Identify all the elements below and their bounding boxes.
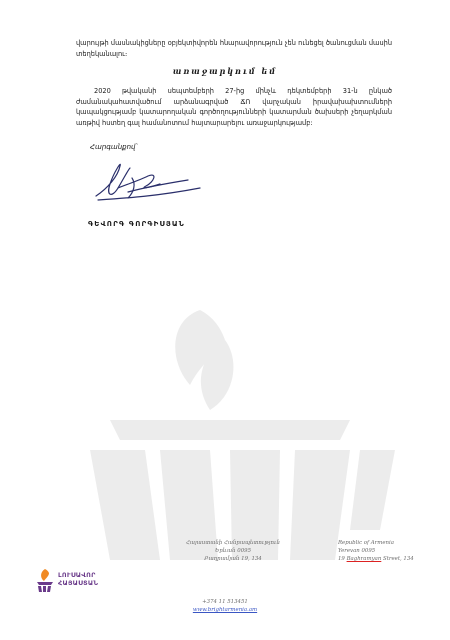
body-paragraph-1: վարույթի մասնակիցները օբյեկտիվորեն հնարավորություն չեն ունեցել ծանուցման մասին տեղեկանալու։ — [76, 39, 392, 58]
footer-contact — [0, 598, 450, 614]
footer-address-armenian — [168, 539, 298, 563]
footer-en-line: Republic of Armenia — [338, 540, 394, 546]
footer-en-street-suffix: Street, 134 — [381, 556, 414, 562]
footer-am-line: Բաղրամյան 19, 134 — [204, 556, 262, 562]
footer-en-street-prefix: 19 — [338, 556, 347, 562]
logo-line-2: ՀԱՅԱՍՏԱՆ — [58, 579, 99, 587]
closing-salutation: Հարգանքով՝ — [90, 143, 138, 151]
footer-address-english — [338, 539, 414, 563]
signer-name: ԳԵՎՈՐԳ ԳՈՐԳԻՍՅԱՆ — [88, 220, 185, 228]
logo — [34, 567, 104, 595]
footer-en-street — [338, 555, 414, 563]
proposal-heading: առաջարկում եմ — [172, 66, 278, 76]
body-paragraph-2: 2020 թվականի սեպտեմբերի 27-ից մինչև դեկտեմբերի 31-ն ընկած ժամանակահատվածում արձանագրված ՃՈ վարչական իրավախախտումների կապակցությամբ կատարողական գործողությունների կատարման ծախսերի չեղարկման առթիվ հստեղ գալ համանոտում հայտարարելու առաջարկությամբ: — [76, 87, 392, 127]
watermark-torch-icon — [50, 300, 410, 560]
torch-logo-icon — [34, 567, 56, 593]
footer-en-street-name: Baghramyan — [346, 556, 382, 562]
footer-en-line: Yerevan 0095 — [338, 548, 376, 554]
footer-website-link[interactable]: www.brightarmenia.am — [192, 607, 258, 613]
footer-am-line: Երևան 0095 — [214, 548, 252, 554]
logo-line-1: ԼՈՒՍԱՎՈՐ — [58, 571, 96, 579]
footer-phone: +374 11 513451 — [202, 599, 248, 605]
footer-am-line: Հայաստանի Հանրապետություն — [186, 540, 280, 546]
signature-icon — [88, 158, 208, 208]
logo-text — [58, 571, 98, 587]
